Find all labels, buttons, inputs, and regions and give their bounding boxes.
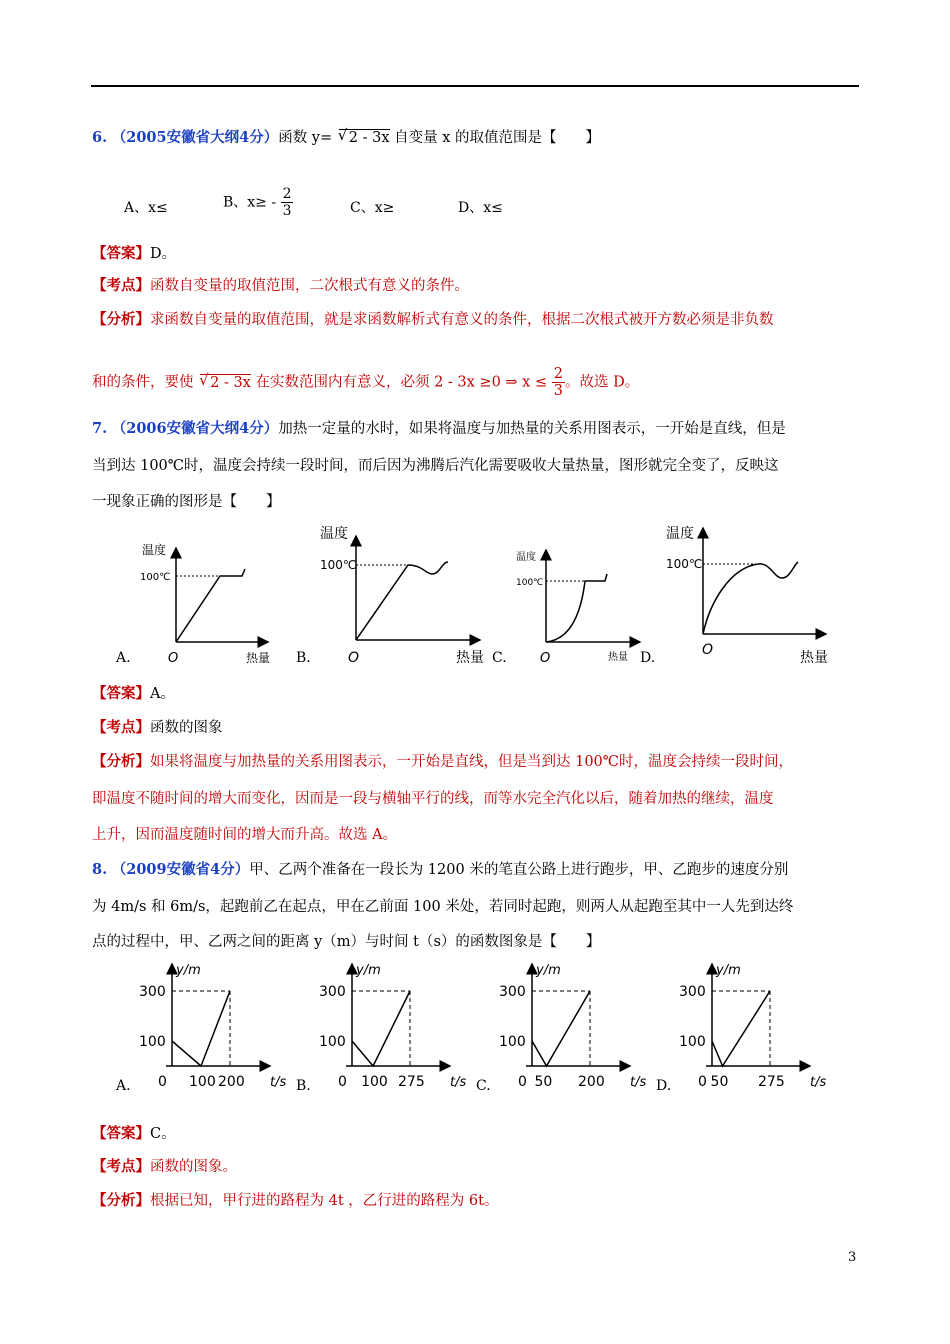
q6-analysis-1-text: 求函数自变量的取值范围，就是求函数解析式有意义的条件，根据二次根式被开方数必须是非负数 [150, 312, 774, 328]
q8-graph-d-y-top-label: 300 [679, 984, 706, 1000]
q7-analysis-1 [92, 752, 793, 772]
q8-graph-a-letter: A. [116, 1078, 131, 1094]
q8-graph-c-line [532, 991, 590, 1066]
q7-graph-b-curve [356, 562, 448, 640]
q7-line-2: 当到达 100℃时，温度会持续一段时间，而后因为沸腾后汽化需要吸收大量热量，图形就完全变了，反映这 [92, 458, 779, 474]
q8-number: 8. [92, 861, 108, 878]
q8-graph-b-letter: B. [296, 1078, 311, 1094]
q7-answer-tag: 【答案】 [92, 685, 150, 702]
q6-sqrt [339, 129, 390, 146]
q8-graph-c-xlabel: t/s [630, 1075, 647, 1090]
q6-analysis-radicand: 2 - 3x [210, 374, 251, 391]
header-rule [91, 85, 859, 87]
q8-graph-a-y-mid-label: 100 [139, 1034, 166, 1050]
q6-option-d: D、x≤ [458, 200, 503, 216]
q8-line-1 [92, 860, 788, 880]
page-number: 3 [848, 1250, 857, 1265]
q8-graph-a-ylabel: y/m [176, 963, 201, 978]
q7-graph-c-xlabel: 热量 [608, 652, 628, 663]
q8-graph-a-x-zero-label: 0 [158, 1074, 167, 1090]
q7-graph-a [115, 542, 270, 666]
q7-graph-c-ylabel: 温度 [516, 552, 536, 563]
q7-graph-c-letter: C. [492, 650, 507, 666]
q7-graph-c-level: 100℃ [516, 578, 544, 588]
q8-graph-a-x-end-label: 200 [218, 1074, 245, 1090]
q8-graph-d-line [712, 991, 770, 1066]
q6-analysis-fraction [552, 366, 565, 399]
q6-stem [92, 128, 600, 148]
q6-option-b-den: 3 [282, 203, 292, 219]
q7-analysis-2: 即温度不随时间的增大而变化，因而是一段与横轴平行的线，而等水完全汽化以后，随着加热的继续，温度 [92, 791, 774, 807]
q6-point [92, 276, 469, 296]
q7-graph-b-letter: B. [296, 650, 311, 666]
q7-graph-b [296, 525, 484, 666]
q6-point-tag: 【考点】 [92, 277, 150, 294]
q7-graph-a-curve [176, 569, 245, 642]
q6-analysis-2a: 和的条件，要使 [92, 374, 194, 391]
q6-option-b-fraction [281, 186, 294, 219]
q6-option-b [223, 186, 293, 219]
q8-graph-c-letter: C. [476, 1078, 491, 1094]
q6-number: 6. [92, 129, 108, 146]
q8-graph-a-xlabel: t/s [270, 1075, 287, 1090]
q8-graph-d-xlabel: t/s [810, 1075, 827, 1090]
q6-answer [92, 244, 176, 264]
q7-graph-d-curve [703, 562, 798, 634]
q7-line-1-text: 加热一定量的水时，如果将温度与加热量的关系用图表示，一开始是直线，但是 [278, 421, 786, 437]
q6-option-b-label: B、x≥ - [223, 194, 277, 211]
q7-answer [92, 684, 175, 704]
q7-analysis-1-text: 如果将温度与加热量的关系用图表示，一开始是直线，但是当到达 100℃时，温度会持续一段时间， [150, 754, 794, 770]
q6-analysis-2b: 在实数范围内有意义，必须 2 - 3x ≥0 ⇒ x ≤ [255, 374, 548, 391]
q7-graph-c [492, 550, 640, 666]
q8-graph-b-xlabel: t/s [450, 1075, 467, 1090]
q7-point-text: 函数的图象 [150, 720, 223, 736]
q8-graph-c-x-zero-label: 0 [518, 1074, 527, 1090]
q6-option-a: A、x≤ [124, 200, 168, 216]
q7-source: （2006安徽省大纲4分） [111, 420, 279, 437]
q7-line-3: 一现象正确的图形是【 】 [92, 494, 281, 510]
q6-answer-text: D。 [150, 246, 177, 262]
q6-analysis-num: 2 [553, 366, 563, 382]
q7-graph-a-level: 100℃ [140, 572, 171, 583]
q8-graph-b-x-end-label: 275 [398, 1074, 425, 1090]
q8-graph-a-x-mid-label: 100 [189, 1074, 216, 1090]
q8-point [92, 1157, 237, 1177]
q8-answer-text: C。 [150, 1126, 176, 1142]
q7-graph-b-origin: O [348, 650, 360, 666]
q8-graph-b-y-top-label: 300 [319, 984, 346, 1000]
q8-graph-b-line [352, 991, 410, 1066]
q8-source: （2009安徽省4分） [111, 861, 250, 878]
q7-number: 7. [92, 420, 108, 437]
q8-graph-a-y-top-label: 300 [139, 984, 166, 1000]
q7-point-tag: 【考点】 [92, 719, 150, 736]
q8-graph-c-y-top-label: 300 [499, 984, 526, 1000]
q6-option-b-num: 2 [282, 186, 292, 202]
q7-analysis-3: 上升，因而温度随时间的增大而升高。故选 A。 [92, 827, 398, 843]
q8-line-3: 点的过程中，甲、乙两之间的距离 y（m）与时间 t（s）的函数图象是【 】 [92, 934, 601, 950]
q8-graph-a-line [172, 991, 230, 1066]
q7-analysis-tag: 【分析】 [92, 753, 150, 770]
q8-graph-b-x-mid-label: 100 [361, 1074, 388, 1090]
q7-graphs [110, 522, 850, 670]
q7-graph-c-curve [546, 574, 607, 642]
q7-graph-d-xlabel: 热量 [800, 650, 828, 666]
q7-graph-d [640, 525, 828, 666]
q8-graphs [110, 958, 850, 1098]
q8-point-text: 函数的图象。 [150, 1159, 237, 1175]
q6-analysis-2 [92, 366, 639, 399]
q8-graph-d-letter: D. [656, 1078, 672, 1094]
q8-graph-c-ylabel: y/m [536, 963, 561, 978]
q7-point [92, 718, 223, 738]
q7-graph-c-origin: O [540, 651, 551, 666]
q6-analysis-sqrt [200, 374, 251, 391]
q8-graph-b-x-zero-label: 0 [338, 1074, 347, 1090]
q6-text-after: 自变量 x 的取值范围是【 】 [394, 130, 601, 146]
q8-answer [92, 1124, 176, 1144]
q8-graph-d-x-zero-label: 0 [698, 1074, 707, 1090]
q6-analysis-2c: 。故选 D。 [564, 374, 640, 391]
q8-graph-b-ylabel: y/m [356, 963, 381, 978]
q8-graph-d-ylabel: y/m [716, 963, 741, 978]
q7-graph-a-letter: A. [116, 650, 131, 666]
q8-graph-b-y-mid-label: 100 [319, 1034, 346, 1050]
q8-point-tag: 【考点】 [92, 1158, 150, 1175]
q6-answer-tag: 【答案】 [92, 245, 150, 262]
q7-graph-d-origin: O [702, 642, 714, 658]
q8-graph-c-y-mid-label: 100 [499, 1034, 526, 1050]
q8-answer-tag: 【答案】 [92, 1125, 150, 1142]
q6-analysis-tag: 【分析】 [92, 311, 150, 328]
q8-line-2: 为 4m/s 和 6m/s，起跑前乙在起点，甲在乙前面 100 米处，若同时起跑，则两人从起跑至其中一人先到达终 [92, 899, 794, 915]
q7-graph-a-ylabel: 温度 [142, 543, 167, 557]
q6-point-text: 函数自变量的取值范围，二次根式有意义的条件。 [150, 278, 469, 294]
q6-text-before: 函数 y= [278, 130, 333, 146]
q8-line-1-text: 甲、乙两个准备在一段长为 1200 米的笔直公路上进行跑步，甲、乙跑步的速度分别 [249, 862, 789, 878]
q8-graph-c-x-mid-label: 50 [534, 1074, 553, 1090]
q8-graph-d-y-mid-label: 100 [679, 1034, 706, 1050]
q7-graph-a-xlabel: 热量 [246, 651, 271, 665]
q8-analysis-1 [92, 1191, 498, 1211]
q7-graph-b-xlabel: 热量 [456, 650, 484, 666]
q7-answer-text: A。 [150, 686, 175, 702]
q6-radicand: 2 - 3x [348, 130, 390, 146]
q6-analysis-den: 3 [553, 383, 563, 399]
q6-source: （2005安徽省大纲4分） [111, 129, 279, 146]
q8-graph-d-x-end-label: 275 [758, 1074, 785, 1090]
q7-graph-a-origin: O [168, 651, 179, 666]
q8-analysis-tag: 【分析】 [92, 1192, 150, 1209]
q7-graph-d-ylabel: 温度 [666, 526, 694, 542]
q7-graph-b-level: 100℃ [320, 558, 357, 572]
q7-graph-d-level: 100℃ [666, 557, 703, 571]
q7-graph-d-letter: D. [640, 650, 656, 666]
q6-analysis-1 [92, 310, 774, 330]
q6-option-c: C、x≥ [350, 200, 395, 216]
q7-graph-b-ylabel: 温度 [320, 526, 348, 542]
q8-graph-d-x-mid-label: 50 [710, 1074, 729, 1090]
q7-line-1 [92, 419, 786, 439]
q8-analysis-1-text: 根据已知，甲行进的路程为 4t ，乙行进的路程为 6t。 [150, 1193, 499, 1209]
q8-graph-c-x-end-label: 200 [578, 1074, 605, 1090]
